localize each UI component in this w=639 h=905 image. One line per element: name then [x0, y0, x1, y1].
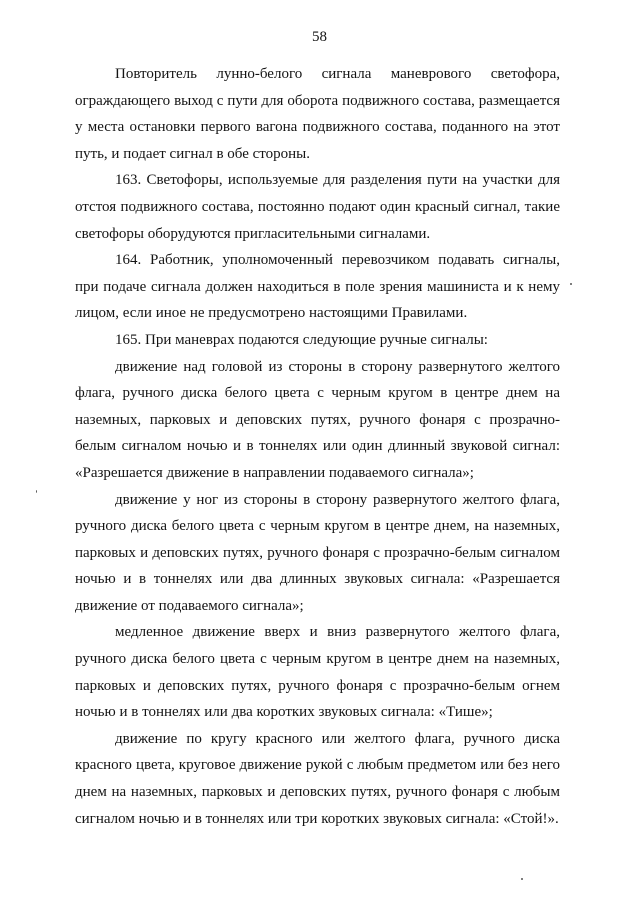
- page-number: 58: [312, 29, 327, 45]
- paragraph-165: 165. При маневрах подаются следующие ручные сигналы:: [115, 331, 488, 348]
- scan-speck: [570, 283, 572, 285]
- paragraph-signal-at-feet: движение у ног из стороны в сторону развернутого желтого флага, ручного диска белого цвета с черным кругом в центре днем, на наземных, парковых и деповских путях, ручного фонаря с прозрачно-белым сигналом ночью и в тоннелях или два длинных звуковых сигнала: «Разрешается движение от подаваемого сигнала»;: [75, 491, 560, 614]
- paragraph-164: 164. Работник, уполномоченный перевозчиком подавать сигналы, при подаче сигнала должен находиться в поле зрения машиниста и к нему лицом, если иное не предусмотрено настоящими Правилами.: [75, 252, 560, 322]
- paragraph-163: 163. Светофоры, используемые для разделения пути на участки для отстоя подвижного состава, постоянно подают один красный сигнал, такие светофоры оборудуются пригласительными сигналами.: [75, 172, 560, 242]
- paragraph-signal-circle: движение по кругу красного или желтого флага, ручного диска красного цвета, круговое движение рукой с любым предметом или без него днем на наземных, парковых и деповских путях, ручного фонаря с любым сигналом ночью и в тоннелях или три коротких звуковых сигнала: «Стой!».: [75, 730, 560, 827]
- body-text: [75, 61, 560, 832]
- scan-speck: [521, 878, 523, 880]
- paragraph-signal-over-head: движение над головой из стороны в сторону развернутого желтого флага, ручного диска белого цвета с черным кругом в центре днем на наземных, парковых и деповских путях, ручного фонаря с прозрачно-белым сигналом ночью и в тоннелях или один длинный звуковой сигнал: «Разрешается движение в направлении подаваемого сигнала»;: [75, 358, 560, 481]
- scan-speck: [36, 490, 37, 493]
- paragraph-signal-up-down: медленное движение вверх и вниз развернутого желтого флага, ручного диска белого цвета с черным кругом в центре днем на наземных, парковых и деповских путях, ручного фонаря с прозрачно-белым огнем ночью и в тоннелях или два коротких звуковых сигнала: «Тише»;: [75, 624, 560, 721]
- paragraph-repeater-signal: Повторитель лунно-белого сигнала маневрового светофора, ограждающего выход с пути для оборота подвижного состава, размещается у места остановки первого вагона подвижного состава, поданного на этот путь, и подает сигнал в обе стороны.: [75, 66, 560, 162]
